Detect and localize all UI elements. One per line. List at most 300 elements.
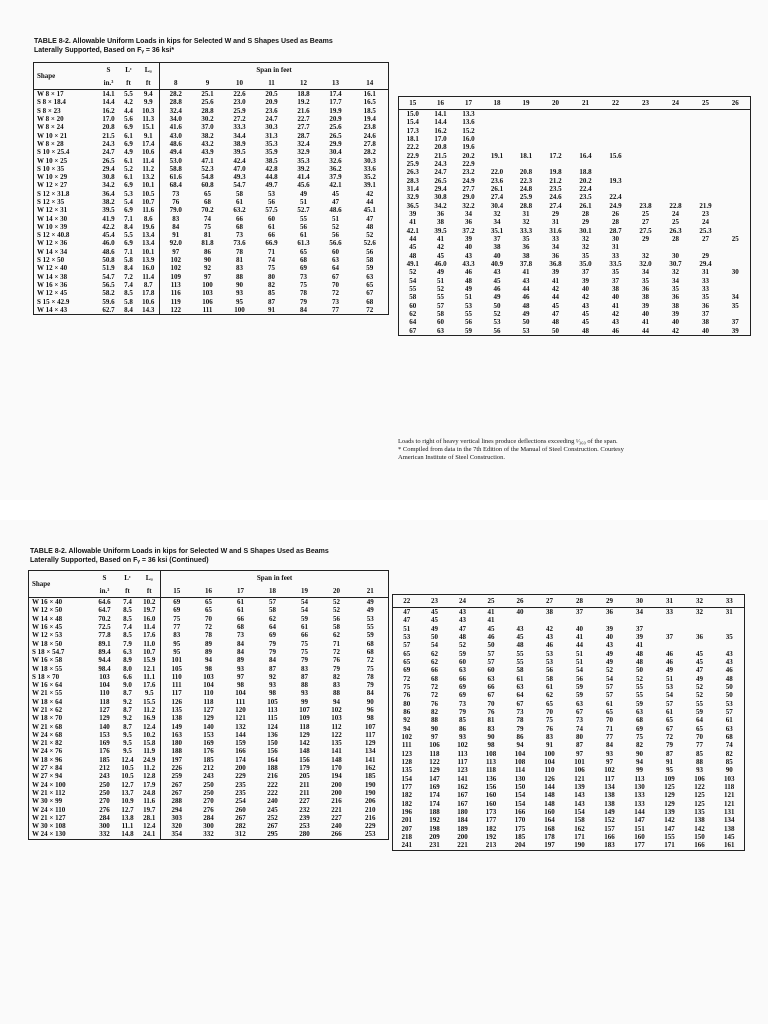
lu-cell: 24.1 [143, 830, 156, 839]
load-cell: 135 [694, 808, 705, 817]
load-cell: 32 [522, 218, 530, 227]
lc-cell: 8.5 [123, 606, 132, 615]
load-cell: 142 [299, 739, 310, 748]
load-cell: 36 [465, 218, 472, 227]
lc-cell: 6.9 [124, 139, 133, 148]
load-cell: 42 [552, 285, 559, 294]
load-cell: 66 [459, 674, 466, 683]
load-cell: 90 [636, 749, 643, 758]
lc-cell: 9.5 [123, 739, 132, 748]
load-cell: 36 [672, 293, 679, 302]
load-cell: 18.5 [363, 106, 376, 115]
load-cell: 104 [203, 681, 214, 690]
lu-cell: 13.4 [142, 239, 155, 248]
load-cell: 81 [204, 231, 211, 240]
empty-cell [661, 110, 691, 119]
load-cell: 78 [205, 631, 212, 640]
load-cell: 27.5 [639, 226, 652, 235]
load-cell: 89 [205, 639, 212, 648]
load-cell: 174 [235, 755, 246, 764]
empty-cell [571, 160, 601, 168]
load-cell: 32.0 [639, 260, 652, 269]
load-cell: 134 [604, 783, 615, 792]
load-cell: 65 [366, 280, 374, 289]
load-cell: 57 [606, 683, 613, 692]
s-cell: 70.2 [98, 614, 111, 623]
load-cell: 25.1 [201, 90, 214, 99]
unit-lu: ft [138, 76, 160, 90]
load-cell: 43 [725, 649, 733, 658]
load-cell: 125 [694, 791, 705, 800]
load-cell: 72 [333, 647, 340, 656]
table-row [34, 206, 389, 214]
load-cell: 24 [702, 218, 709, 227]
lu-cell: 10.1 [142, 181, 155, 190]
load-cell: 66 [268, 231, 275, 240]
table-row [34, 214, 389, 222]
load-cell: 37 [493, 235, 501, 244]
s-cell: 270 [99, 797, 110, 806]
s-cell: 24.3 [102, 139, 115, 148]
lc-cell: 7.4 [124, 280, 133, 289]
s-cell: 153 [99, 730, 110, 739]
load-cell: 25 [672, 218, 679, 227]
span-header-32: 32 [685, 595, 715, 608]
load-cell: 58 [409, 293, 417, 302]
table-row [399, 327, 751, 336]
shape-cell: S 12 × 40.8 [37, 231, 70, 240]
empty-cell [601, 118, 631, 126]
load-cell: 25.3 [699, 226, 712, 235]
table-row [34, 181, 389, 189]
load-cell: 88 [333, 689, 340, 698]
load-cell: 192 [429, 816, 440, 825]
load-cell: 32 [582, 243, 589, 252]
load-cell: 32 [582, 235, 589, 244]
table-row [393, 725, 745, 733]
span-header-24: 24 [661, 97, 691, 110]
span-header: Span in feet [161, 571, 389, 585]
table-row [29, 731, 389, 739]
lu-cell: 17.4 [142, 139, 155, 148]
load-cell: 45.6 [297, 181, 310, 190]
table-row [393, 708, 745, 716]
load-cell: 122 [429, 758, 440, 767]
load-cell: 25.9 [519, 193, 533, 202]
load-cell: 82 [636, 741, 643, 750]
table-row [393, 700, 745, 708]
empty-cell [721, 193, 751, 201]
lc-cell: 5.5 [124, 90, 133, 99]
table-row [393, 750, 745, 758]
span-header-17: 17 [455, 97, 483, 110]
load-cell: 23 [702, 210, 709, 219]
load-cell: 28.7 [297, 131, 310, 140]
load-cell: 72 [332, 289, 339, 298]
load-cell: 270 [203, 797, 214, 806]
table-row [29, 822, 389, 830]
load-cell: 138 [161, 714, 193, 722]
table-row [29, 789, 389, 797]
load-cell: 260 [235, 805, 246, 814]
load-cell: 37 [731, 318, 739, 327]
load-cell: 44 [409, 235, 417, 244]
load-cell: 53 [546, 649, 553, 658]
load-cell: 98 [366, 714, 374, 723]
load-cell: 38 [672, 301, 679, 310]
load-cell: 174 [429, 791, 440, 800]
table-row [393, 758, 745, 766]
s-cell: 21.5 [102, 131, 115, 140]
load-cell: 84 [237, 647, 244, 656]
load-cell: 76 [431, 699, 438, 708]
load-cell: 60 [437, 318, 444, 327]
lc-cell: 10.5 [121, 772, 134, 781]
load-cell: 38 [522, 251, 530, 260]
load-cell: 97 [606, 758, 613, 767]
load-cell: 63 [487, 674, 495, 683]
span-header-26: 26 [506, 595, 535, 608]
load-cell: 45 [493, 276, 501, 285]
table-row [399, 227, 751, 235]
load-cell: 121 [235, 714, 246, 723]
lu-cell: 16.9 [143, 714, 156, 723]
lu-cell: 19.7 [143, 805, 156, 814]
load-cell: 36 [606, 608, 613, 617]
load-cell: 106 [574, 766, 585, 775]
load-cell: 156 [267, 747, 278, 756]
load-cell: 82 [725, 749, 733, 758]
load-cell: 211 [299, 788, 310, 797]
load-cell: 53 [725, 699, 733, 708]
load-cell: 156 [299, 755, 310, 764]
load-cell: 33.6 [363, 164, 376, 173]
load-cell: 40 [493, 251, 501, 260]
load-cell: 254 [235, 797, 246, 806]
load-cell: 49 [465, 285, 472, 294]
lu-cell: 11.2 [143, 706, 156, 714]
load-cell: 171 [664, 841, 675, 850]
table-row [29, 764, 389, 772]
load-cell: 42 [546, 624, 553, 633]
lc-cell: 12.7 [121, 780, 134, 789]
load-cell: 15.4 [406, 118, 419, 127]
load-cell: 226 [161, 764, 193, 772]
load-cell: 111 [161, 681, 193, 689]
s-cell: 300 [99, 822, 110, 831]
shape-cell: W 24 × 130 [32, 830, 66, 839]
span-header-20: 20 [541, 97, 571, 110]
load-cell: 160 [485, 791, 497, 800]
load-cell: 75 [403, 683, 411, 692]
load-cell: 51 [576, 658, 583, 667]
table-row [399, 235, 751, 243]
table-row [393, 716, 745, 724]
load-cell: 60 [332, 247, 339, 256]
load-cell: 75 [300, 280, 307, 289]
load-cell: 32.4 [297, 139, 310, 148]
load-cell: 34 [493, 218, 501, 227]
span-header-16: 16 [427, 97, 455, 110]
load-cell: 74 [576, 724, 583, 733]
table-row [34, 165, 389, 173]
load-cell: 36 [552, 251, 559, 260]
load-cell: 56.6 [329, 239, 342, 248]
span-header-21: 21 [571, 97, 601, 110]
load-cell: 36.2 [329, 164, 342, 173]
load-cell: 61 [236, 198, 243, 206]
load-cell: 20.8 [434, 143, 447, 152]
load-cell: 30.1 [579, 226, 592, 235]
load-cell: 19.1 [490, 151, 504, 160]
table-row [393, 791, 745, 799]
load-cell: 24.7 [434, 168, 447, 177]
load-cell: 149 [161, 722, 193, 730]
load-cell: 73 [576, 716, 583, 725]
empty-cell [541, 127, 571, 135]
table-row [393, 825, 745, 833]
load-cell: 39 [552, 268, 559, 277]
load-cell: 56 [493, 326, 501, 335]
load-cell: 107 [299, 706, 310, 714]
table-row [393, 783, 745, 791]
table-row [34, 231, 389, 239]
shape-cell: S 10 × 25.4 [37, 148, 70, 157]
load-cell: 43 [493, 268, 501, 277]
load-cell: 39.5 [434, 226, 447, 235]
load-cell: 110 [203, 689, 214, 698]
load-cell: 59 [301, 614, 308, 623]
lc-cell: 14.8 [121, 830, 134, 839]
empty-cell [571, 110, 601, 119]
load-cell: 134 [724, 816, 735, 825]
table-row [29, 781, 389, 789]
span-header-11: 11 [256, 76, 288, 90]
load-cell: 31 [702, 268, 709, 277]
load-cell: 130 [514, 774, 526, 783]
s-cell: 103 [99, 672, 110, 681]
load-cell: 253 [365, 830, 376, 839]
load-cell: 28.8 [201, 106, 214, 115]
shape-cell: W 21 × 127 [32, 813, 66, 822]
load-cell: 81.8 [201, 239, 214, 248]
load-cell: 153 [203, 730, 214, 739]
load-cell: 29.0 [462, 193, 475, 202]
load-cell: 42 [612, 310, 619, 319]
table-row [393, 650, 745, 658]
load-cell: 85 [696, 749, 703, 758]
load-cell: 46 [487, 633, 495, 642]
load-cell: 41 [576, 633, 583, 642]
load-cell: 92 [403, 716, 411, 725]
load-cell: 86 [459, 724, 466, 733]
load-cell: 13.6 [462, 118, 475, 127]
s-cell: 284 [99, 813, 110, 822]
load-cell: 49 [431, 624, 438, 633]
table-row [29, 615, 389, 623]
shape-cell: S 10 × 35 [37, 164, 65, 173]
load-cell: 138 [604, 799, 615, 808]
load-cell: 33 [666, 608, 673, 617]
lu-cell: 16.0 [142, 264, 155, 273]
load-cell: 73.6 [233, 239, 246, 248]
load-cell: 79 [300, 297, 307, 306]
empty-cell [541, 160, 571, 168]
load-cell: 87 [269, 664, 276, 673]
lu-cell: 11.2 [142, 164, 155, 173]
load-cell: 128 [401, 758, 412, 767]
load-cell: 57 [403, 641, 411, 650]
load-cell: 32 [493, 210, 501, 219]
load-cell: 70 [205, 614, 212, 623]
table-row [29, 639, 389, 647]
load-cell: 46 [666, 658, 673, 667]
lu-cell: 24.8 [143, 788, 156, 797]
allowable-loads-table-right [398, 96, 751, 336]
table-row [29, 623, 389, 631]
load-cell: 55 [366, 623, 374, 632]
load-cell: 27.4 [549, 201, 562, 210]
lc-cell: 8.5 [123, 614, 132, 623]
load-cell: 221 [457, 841, 468, 850]
load-cell: 39 [606, 624, 613, 633]
empty-cell [715, 616, 745, 624]
load-cell: 200 [457, 833, 468, 842]
load-cell: 198 [429, 824, 440, 833]
load-cell: 100 [234, 305, 245, 314]
load-cell: 40 [576, 624, 583, 633]
empty-cell [721, 285, 751, 293]
load-cell: 60 [409, 301, 417, 310]
load-cell: 41.6 [160, 123, 192, 131]
load-cell: 174 [429, 799, 440, 808]
load-cell: 53 [666, 683, 673, 692]
load-cell: 41.4 [297, 173, 310, 182]
load-cell: 120 [235, 706, 246, 714]
load-cell: 194 [331, 772, 342, 781]
load-cell: 180 [457, 808, 468, 817]
load-cell: 163 [161, 731, 193, 739]
empty-cell [483, 143, 512, 151]
table-row [399, 160, 751, 168]
load-cell: 320 [161, 822, 193, 830]
load-cell: 294 [161, 805, 193, 813]
load-cell: 125 [664, 783, 675, 792]
empty-cell [512, 127, 541, 135]
lu-cell: 13.4 [142, 231, 155, 240]
lu-cell: 11.6 [143, 797, 156, 806]
load-cell: 162 [574, 824, 585, 833]
shape-cell: W 16 × 45 [32, 623, 63, 632]
lu-cell: 10.1 [142, 247, 155, 256]
load-cell: 170 [331, 764, 342, 773]
s-cell: 26.5 [102, 156, 115, 165]
load-cell: 41 [612, 301, 619, 310]
load-cell: 68 [300, 256, 307, 265]
load-cell: 266 [331, 830, 342, 839]
load-cell: 50 [431, 633, 438, 642]
column-header-shape: Shape [29, 571, 93, 598]
empty-cell [541, 143, 571, 151]
s-cell: 77.8 [98, 631, 111, 640]
load-cell: 47 [459, 624, 466, 633]
load-cell: 52 [636, 674, 643, 683]
load-cell: 63.2 [233, 206, 246, 215]
span-header-27: 27 [535, 595, 565, 608]
load-cell: 88 [301, 681, 308, 690]
table-row [34, 156, 389, 164]
load-cell: 85 [725, 758, 733, 767]
load-cell: 24.7 [265, 115, 278, 124]
empty-cell [601, 168, 631, 176]
lu-cell: 11.4 [143, 623, 156, 632]
load-cell: 20.8 [519, 168, 533, 177]
s-cell: 42.2 [102, 222, 115, 231]
load-cell: 47.0 [233, 164, 246, 173]
load-cell: 20.2 [462, 151, 475, 160]
load-cell: 197 [161, 756, 193, 764]
lc-cell: 12.7 [121, 805, 134, 814]
load-cell: 227 [331, 813, 342, 822]
table-row [34, 148, 389, 156]
load-cell: 35 [582, 251, 589, 260]
load-cell: 50 [725, 683, 733, 692]
empty-cell [655, 641, 685, 649]
load-cell: 141 [331, 747, 342, 756]
table-body [399, 110, 751, 336]
load-cell: 75 [161, 615, 193, 623]
load-cell: 38 [493, 243, 501, 252]
load-cell: 45 [552, 301, 559, 310]
load-cell: 75 [546, 716, 553, 725]
lu-cell: 12.1 [143, 664, 156, 673]
load-cell: 121 [574, 774, 585, 783]
load-cell: 127 [203, 706, 214, 714]
load-cell: 66 [236, 214, 243, 223]
load-cell: 35.1 [490, 226, 504, 235]
load-cell: 35.3 [297, 156, 310, 165]
table-row [29, 648, 389, 656]
s-cell: 30.8 [102, 173, 115, 182]
load-cell: 150 [694, 833, 705, 842]
load-cell: 73 [332, 297, 339, 306]
empty-cell [483, 127, 512, 135]
load-cell: 64 [409, 318, 417, 327]
load-cell: 43 [612, 318, 619, 327]
table-row [393, 625, 745, 633]
load-cell: 145 [724, 833, 735, 842]
load-cell: 184 [457, 816, 468, 825]
load-cell: 89 [205, 647, 212, 656]
load-cell: 31.3 [265, 131, 278, 140]
load-cell: 35.2 [363, 173, 376, 182]
load-cell: 192 [485, 833, 497, 842]
load-cell: 102 [331, 706, 342, 714]
load-cell: 14.1 [434, 110, 447, 119]
load-cell: 70 [606, 716, 613, 725]
load-cell: 23.6 [265, 106, 278, 115]
empty-cell [691, 160, 721, 168]
load-cell: 139 [664, 808, 675, 817]
load-cell: 76 [487, 708, 495, 717]
lu-cell: 9.1 [143, 131, 153, 140]
load-cell: 90 [487, 733, 495, 742]
s-cell: 118 [99, 697, 110, 706]
load-cell: 102 [457, 741, 468, 750]
unit-lc: ft [120, 76, 138, 90]
load-cell: 26.5 [434, 176, 447, 185]
load-cell: 17.4 [329, 90, 342, 99]
